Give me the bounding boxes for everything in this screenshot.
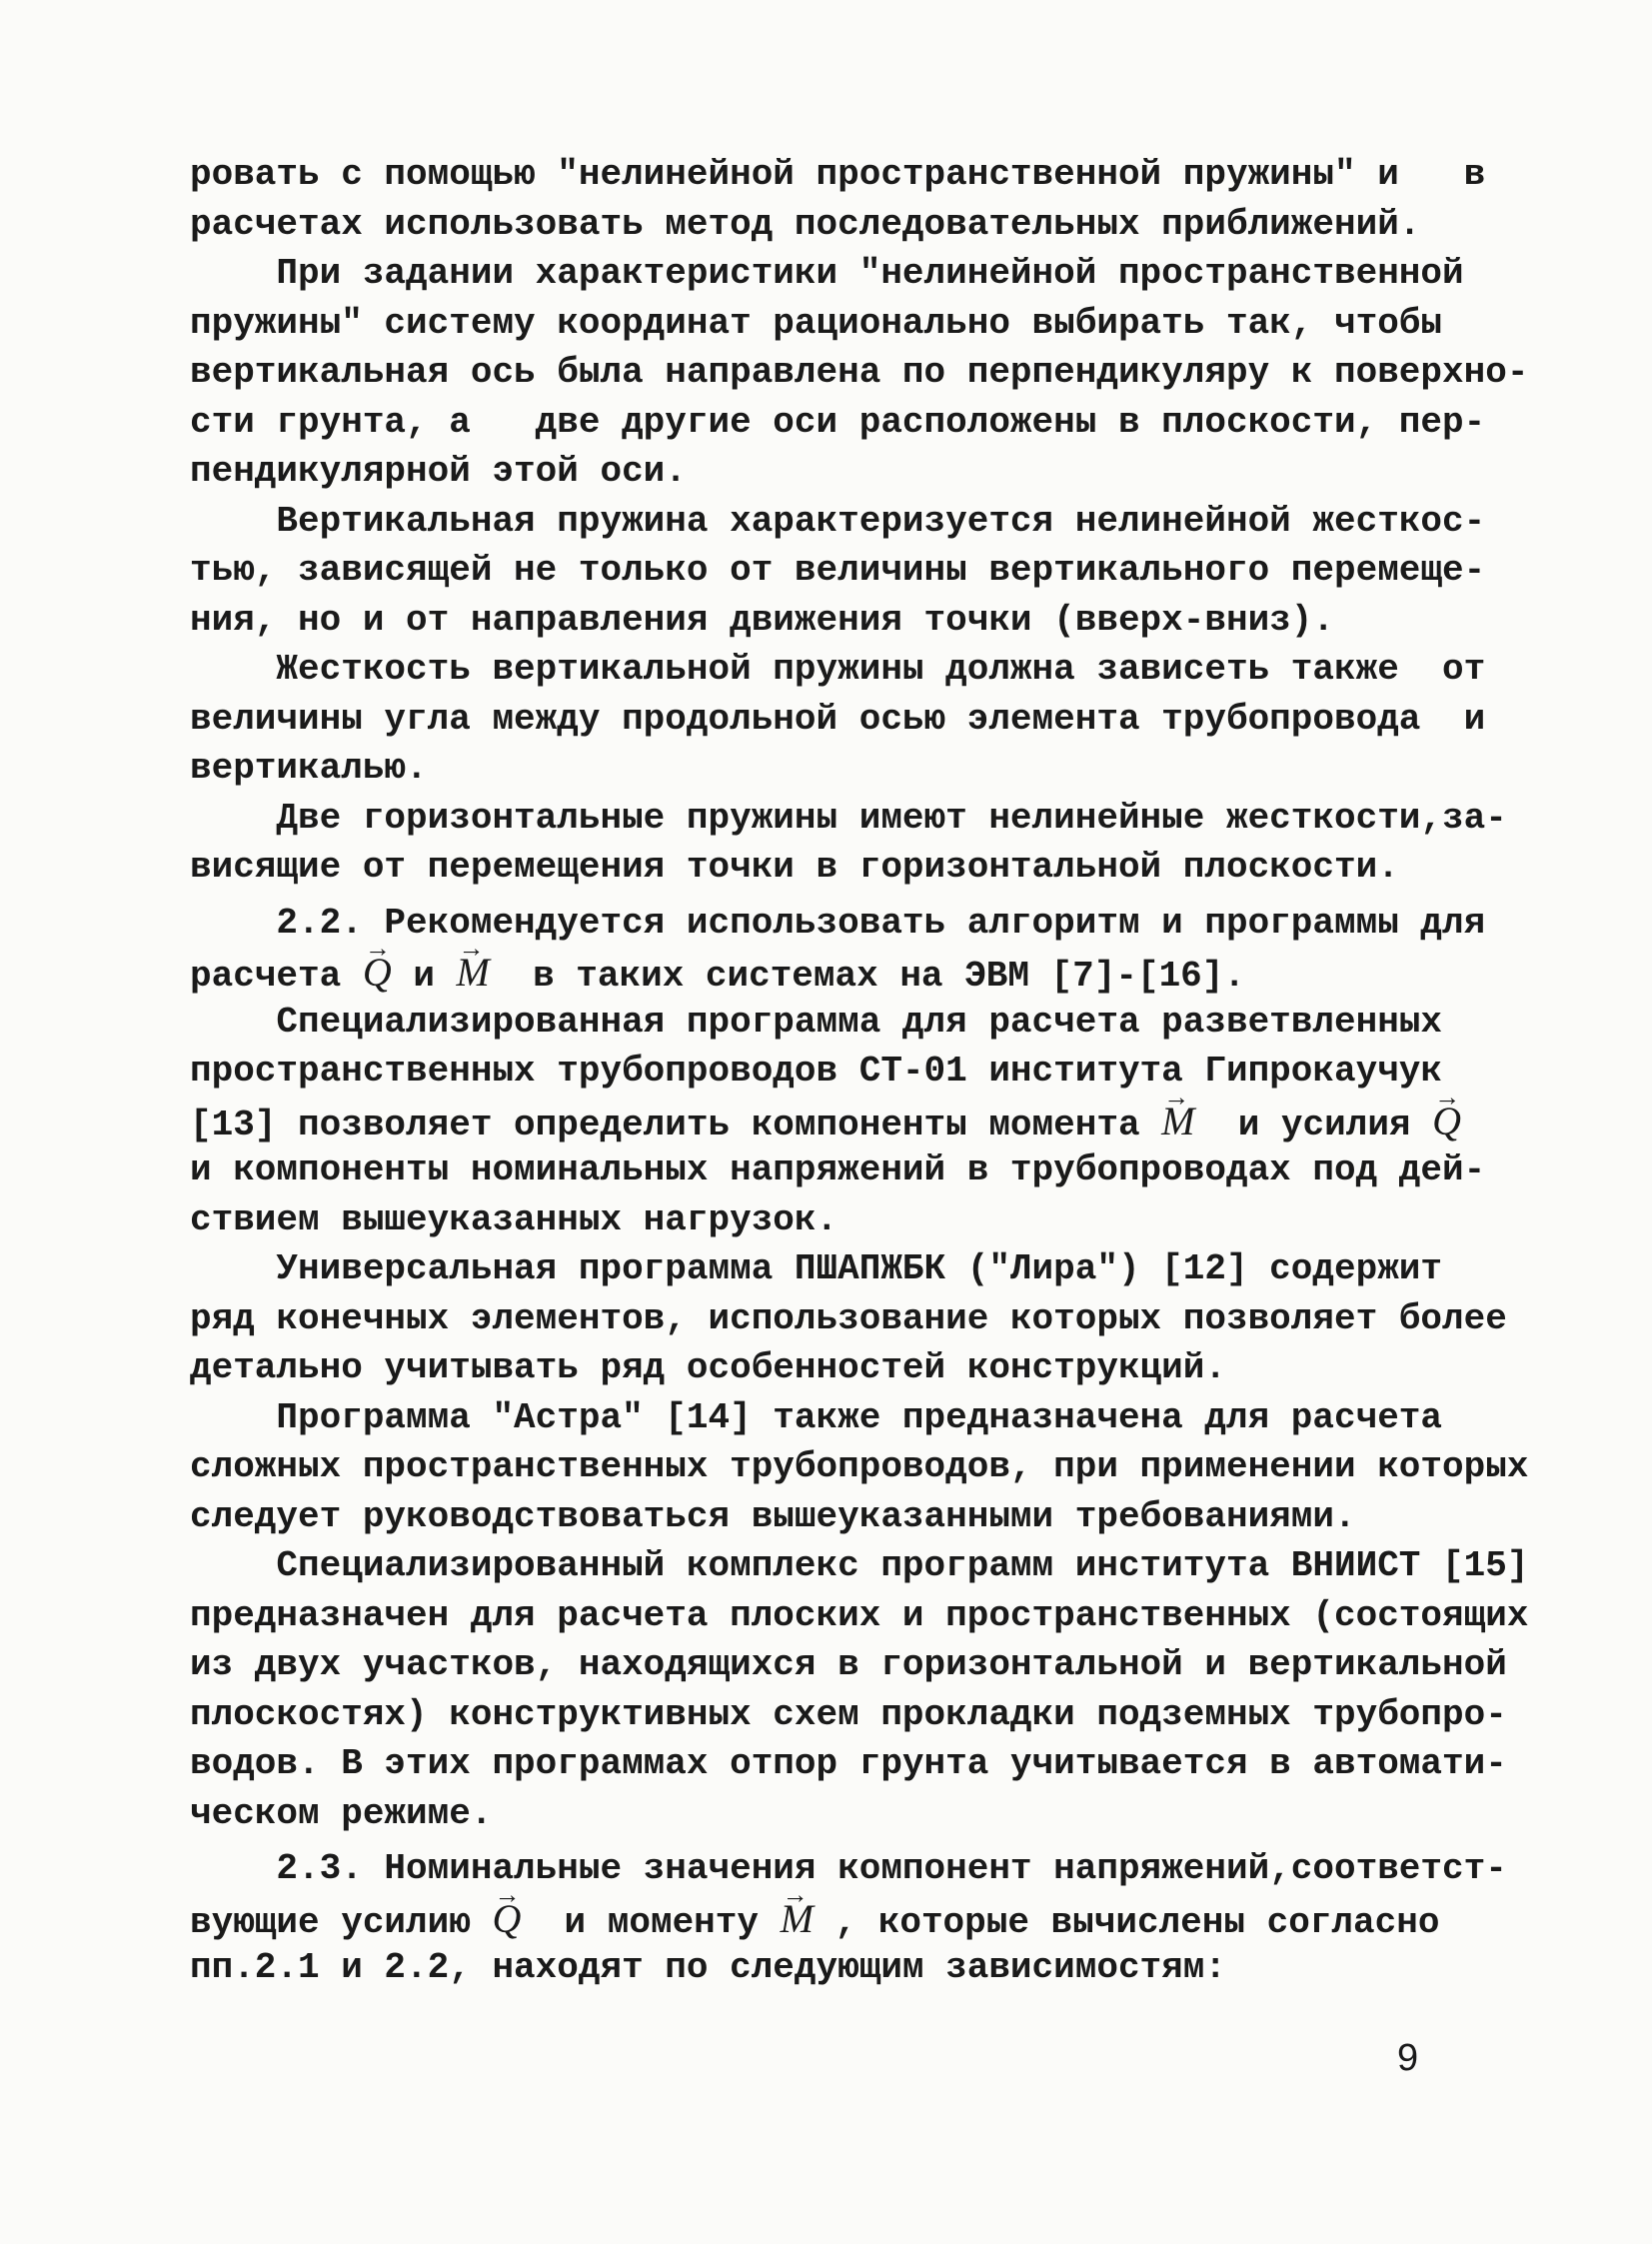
text-line: Две горизонтальные пружины имеют нелинейные жесткости,за- <box>190 797 1507 839</box>
formula-line-13 <box>190 1097 1479 1146</box>
text-line: расчетах использовать метод последовательных приближений. <box>190 203 1421 245</box>
text-fragment: [13] позволяет определить компоненты момента <box>190 1104 1162 1145</box>
text-line: Специализированная программа для расчета разветвленных <box>190 1001 1443 1043</box>
text-line: пендикулярной этой оси. <box>190 451 687 492</box>
text-line: пружины" систему координат рационально выбирать так, чтобы <box>190 302 1443 344</box>
text-line: тью, зависящей не только от величины вертикального перемеще- <box>190 550 1486 591</box>
text-fragment: и моменту <box>521 1901 781 1943</box>
text-fragment: расчета <box>190 956 363 997</box>
text-line: пп.2.1 и 2.2, находят по следующим зависимостям: <box>190 1947 1226 1988</box>
text-line: Специализированный комплекс программ института ВНИИСТ [15] <box>190 1545 1529 1586</box>
text-fragment: в таких системах на ЭВМ [7]-[16]. <box>489 956 1245 997</box>
text-line: Жесткость вертикальной пружины должна зависеть также от <box>190 649 1486 690</box>
vector-m-symbol: → M <box>457 950 490 995</box>
vector-q-symbol: → Q <box>1432 1099 1461 1143</box>
vector-m-symbol: → M <box>781 1896 814 1941</box>
text-fragment: вующие усилию <box>190 1901 493 1943</box>
text-line: Программа "Астра" [14] также предназначена для расчета <box>190 1396 1443 1438</box>
text-line: вертикальная ось была направлена по перпендикуляру к поверхно- <box>190 352 1529 393</box>
text-line: пространственных трубопроводов СТ-01 института Гипрокаучук <box>190 1051 1443 1092</box>
text-line: Универсальная программа ПШАПЖБК ("Лира") [12] содержит <box>190 1248 1443 1289</box>
text-line: величины угла между продольной осью элемента трубопровода и <box>190 698 1486 740</box>
section-2-3-formula-line <box>190 1894 1479 1944</box>
body-text <box>190 150 1529 1993</box>
text-line: сти грунта, а две другие оси расположены в плоскости, пер- <box>190 401 1486 443</box>
text-line: ствием вышеуказанных нагрузок. <box>190 1198 838 1240</box>
section-2-2-formula-line <box>190 948 1479 998</box>
text-line: ряд конечных элементов, использование которых позволяет более <box>190 1297 1507 1339</box>
text-line: вертикалью. <box>190 748 428 789</box>
text-fragment: и усилия <box>1194 1104 1433 1145</box>
text-line: ния, но и от направления движения точки (вверх-вниз). <box>190 599 1334 641</box>
text-line: ровать с помощью "нелинейной пространственной пружины" и в <box>190 154 1486 195</box>
text-line: из двух участков, находящихся в горизонтальной и вертикальной <box>190 1644 1507 1685</box>
vector-m-symbol: → M <box>1161 1099 1194 1143</box>
text-line: При задании характеристики "нелинейной пространственной <box>190 253 1464 294</box>
text-line: сложных пространственных трубопроводов, при применении которых <box>190 1446 1529 1487</box>
text-line: водов. В этих программах отпор грунта учитывается в автомати- <box>190 1743 1507 1784</box>
vector-q-symbol: → Q <box>492 1896 521 1941</box>
text-line: предназначен для расчета плоских и пространственных (состоящих <box>190 1594 1529 1636</box>
text-fragment: , которые вычислены согласно <box>813 1901 1440 1943</box>
text-line: висящие от перемещения точки в горизонтальной плоскости. <box>190 847 1399 888</box>
text-line: ческом режиме. <box>190 1792 493 1834</box>
section-2-3-heading: 2.3. Номинальные значения компонент напряжений,соответст- <box>190 1848 1507 1889</box>
text-line: плоскостях) конструктивных схем прокладки подземных трубопро- <box>190 1693 1507 1735</box>
text-line: Вертикальная пружина характеризуется нелинейной жесткос- <box>190 500 1486 542</box>
page-number: 9 <box>1397 2037 1419 2079</box>
section-2-2-heading: 2.2. Рекомендуется использовать алгоритм и программы для <box>190 902 1486 944</box>
text-fragment: и <box>391 956 457 997</box>
vector-q-symbol: → Q <box>363 950 392 995</box>
text-line: детально учитывать ряд особенностей конструкций. <box>190 1347 1226 1388</box>
text-line: следует руководствоваться вышеуказанными требованиями. <box>190 1495 1356 1537</box>
text-line: и компоненты номинальных напряжений в трубопроводах под дей- <box>190 1149 1486 1190</box>
